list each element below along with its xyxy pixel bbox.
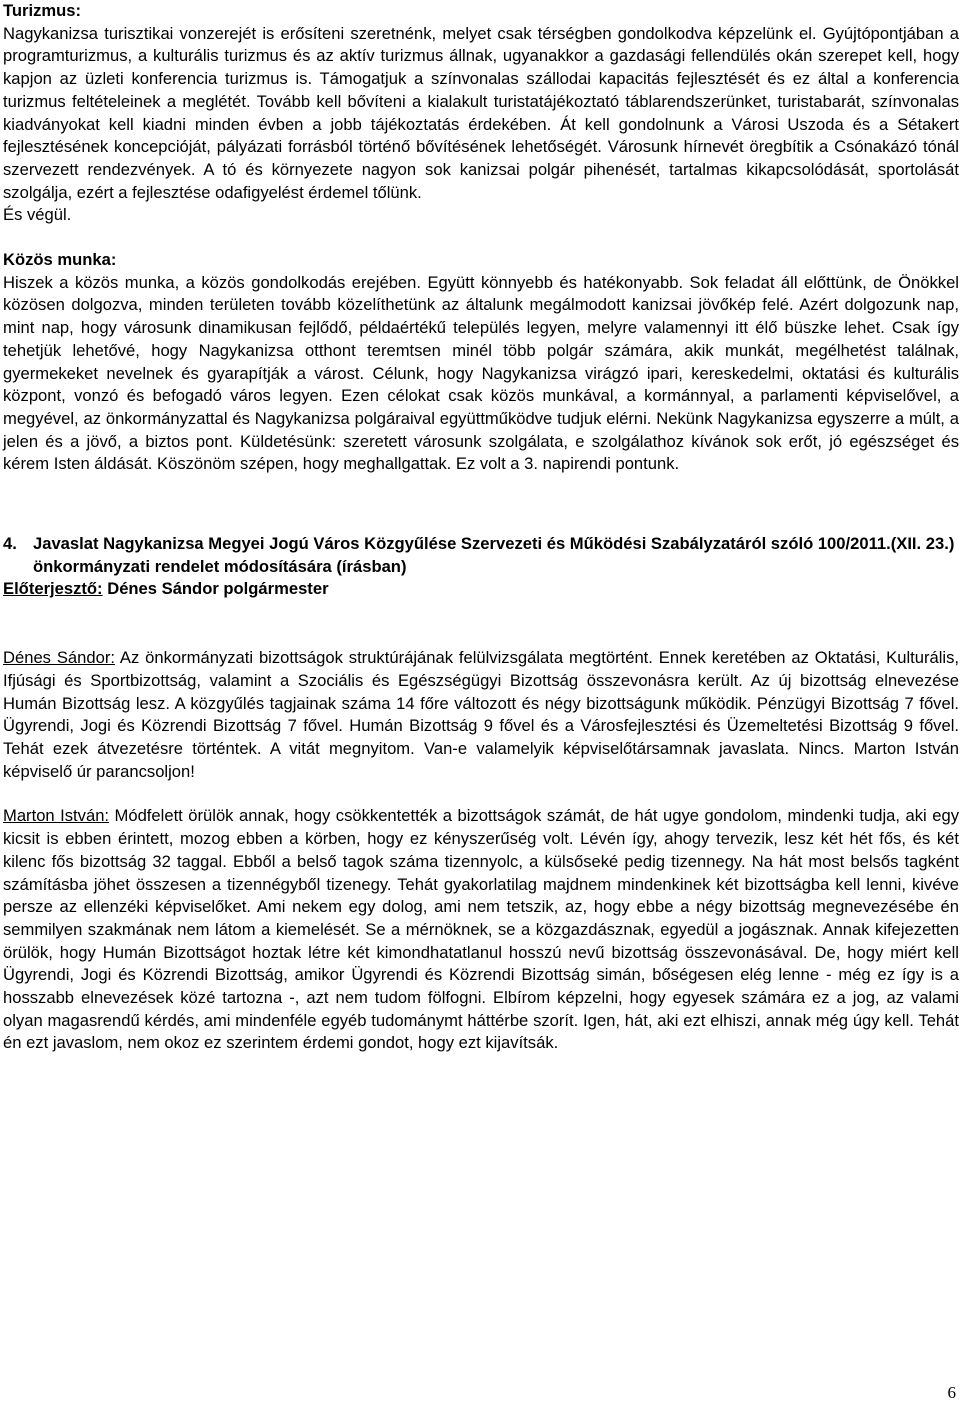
speech-paragraph xyxy=(3,647,959,783)
speech-paragraph xyxy=(3,805,959,1055)
page-number: 6 xyxy=(947,1383,956,1402)
section-heading-tourism: Turizmus: xyxy=(3,1,82,20)
spacer xyxy=(3,783,959,805)
section-heading-joint-work: Közös munka: xyxy=(3,250,117,270)
document-page xyxy=(3,0,959,1055)
speech-text: Az önkormányzati bizottságok struktúrájának felülvizsgálata megtörtént. Ennek keretében az Oktatási, Kulturális, Ifjúsági és Sportbizottság, valamint a Szociális és Egészségügyi Bizottság összevonásra került. Az új bizottság elnevezése Humán Bizottság lesz. A közgyűlés tagjainak száma 14 főre változott és négy bizottságunk működik. Pénzügyi Bizottság 7 fővel. Ügyrendi, Jogi és Közrendi Bizottság 7 fővel. Humán Bizottság 9 fővel és a Városfejlesztési és Üzemeltetési Bizottság 9 fővel. Tehát ezek átvezetésre történtek. A vitát megnyitom. Van-e valamelyik képviselőtársamnak javaslata. Nincs. Marton István képviselő úr parancsoljon! xyxy=(3,648,959,781)
spacer xyxy=(3,476,959,522)
spacer xyxy=(3,601,959,647)
paragraph-tourism: Nagykanizsa turisztikai vonzerejét is erősíteni szeretnénk, melyet csak térségben gondolkodva képzelünk el. Gyújtópontjában a programturizmus, a kulturális turizmus és az aktív turizmus állnak, ugyanakkor a gazdasági fellendülés okán szerepet kell, hogy kapjon az üzleti konferencia turizmus is. Támogatjuk a színvonalas szállodai kapacitás fejlesztését és ez által a konferencia turizmus feltételeinek a meglétét. Tovább kell bővíteni a kialakult turistatájékoztató táblarendszerünket, turistabarát, színvonalas kiadványokat kell kiadni minden évben a jobb tájékoztatás érdekében. Át kell gondolnunk a Városi Uszoda és a Sétakert fejlesztésének koncepcióját, pályázati forrásból történő bővítésének lehetőségét. Városunk hírnevét öregbítik a Csónakázó tónál szervezett rendezvények. A tó és környezete nagyon sok kanizsai polgár pihenését, tartalmas kikapcsolódását, sportolását szolgálja, ezért a fejlesztése odafigyelést érdemel tőlünk. xyxy=(3,23,959,202)
presenter-name: Dénes Sándor polgármester xyxy=(102,579,329,599)
speaker-name: Marton István: xyxy=(3,806,110,826)
paragraph-joint-work: Hiszek a közös munka, a közös gondolkodás erejében. Együtt könnyebb és hatékonyabb. Sok feladat áll előttünk, de Önökkel közösen dolgozva, minden területen tovább közelíthetünk az általunk megálmodott kanizsai jövőkép felé. Azért dolgozunk nap, mint nap, hogy városunk dinamikusan fejlődő, példaértékű település legyen, melyre valamennyi itt élő büszke lehet. Csak így tehetjük lehetővé, hogy Nagykanizsa otthont teremtsen minél több polgár számára, akik munkát, megélhetést találnak, gyermekeket nevelnek és gyarapítják a várost. Célunk, hogy Nagykanizsa virágzó ipari, kereskedelmi, oktatási és kulturális központ, vonzó és befogadó város legyen. Ezen célokat csak közös munkával, a kormánnyal, a parlamenti képviselővel, a megyével, az önkormányzattal és Nagykanizsa polgáraival együttműködve tudjuk elérni. Nekünk Nagykanizsa egyszerre a múlt, a jelen és a jövő, a biztos pont. Küldetésünk: szeretett városunk szolgálata, e szolgálathoz kívánok sok erőt, jó egészséget és kérem Isten áldását. Köszönöm szépen, hogy meghallgattak. Ez volt a 3. napirendi pontunk. xyxy=(3,272,959,474)
presenter-label: Előterjesztő: xyxy=(3,579,103,599)
agenda-item xyxy=(3,533,959,601)
agenda-number: 4. xyxy=(3,534,17,554)
agenda-presenter xyxy=(3,578,959,601)
paragraph-closing: És végül. xyxy=(3,205,72,225)
agenda-title: Javaslat Nagykanizsa Megyei Jogú Város Közgyűlése Szervezeti és Működési Szabályzatáról szóló 100/2011.(XII. 23.) önkormányzati rendelet módosítására (írásban) xyxy=(33,534,955,576)
spacer xyxy=(3,522,959,533)
speech-text: Módfelett örülök annak, hogy csökkentették a bizottságok számát, de hát ugye gondolom, mindenki tudja, aki egy kicsit is ebben érintett, mozog ebben a körben, hogy ez kényszerűség volt. Lévén így, ahogy tervezik, lesz két hét fős, és két kilenc fős bizottság 32 taggal. Ebből a belső tagok száma tizennyolc, a külsőseké pedig tizennegy. Na hát most belsős tagként számításba jöhet összesen a tizennégyből tizenegy. Tehát gyakorlatilag majdnem mindenkinek két bizottságba kell lenni, kivéve persze az ellenzéki képviselőket. Ami nekem egy dolog, ami nem tetszik, az, hogy ebbe a négy bizottság megnevezésébe én semmilyen szakmának nem látom a kiemelését. Se a mérnöknek, se a közgazdásznak, egyedül a jogásznak. Annak kifejezetten örülök, hogy Humán Bizottságot hoztak létre két kimondhatatlanul hosszú nevű bizottság összevonásával. De, hogy miért kell Ügyrendi, Jogi és Közrendi Bizottság, amikor Ügyrendi és Közrendi Bizottság simán, bőségesen elég lenne - még ez így is a hosszabb elnevezések közé tartozna -, azt nem tudom fölfogni. Elbírom képzelni, hogy egyesek számára ez a jog, az valami olyan magasrendű kérdés, ami mindenféle egyéb tudománymt háttérbe szorít. Igen, hát, aki ezt elhiszi, annak még úgy kell. Tehát én ezt javaslom, nem okoz ez szerintem érdemi gondot, hogy ezt kijavítsák. xyxy=(3,806,959,1053)
speaker-name: Dénes Sándor: xyxy=(3,648,115,668)
spacer xyxy=(3,227,959,249)
